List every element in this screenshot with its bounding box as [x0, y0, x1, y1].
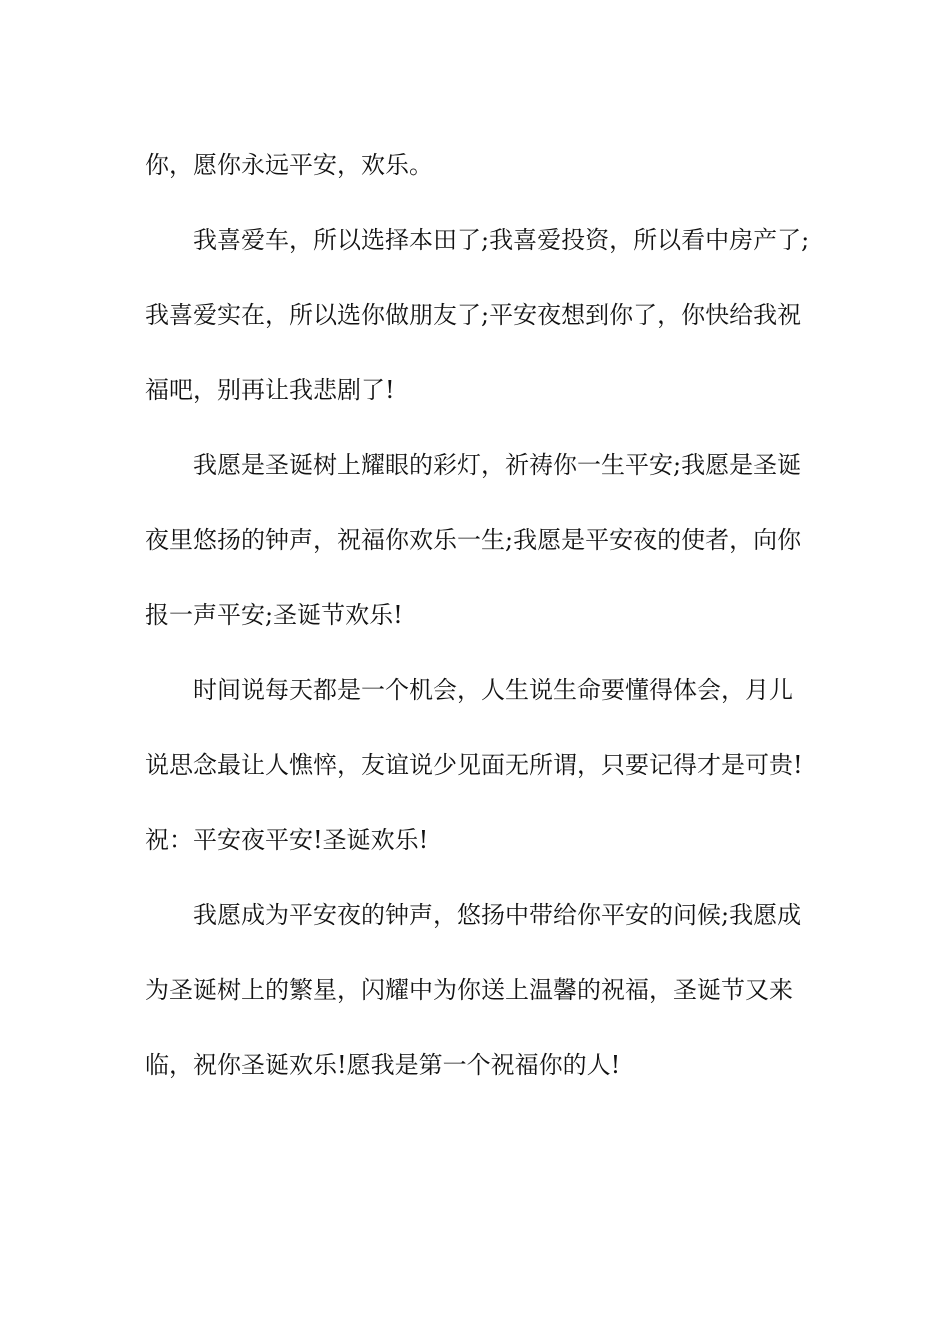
text-line: 临，祝你圣诞欢乐!愿我是第一个祝福你的人! [145, 1051, 621, 1079]
text-line: 为圣诞树上的繁星，闪耀中为你送上温馨的祝福，圣诞节又来 [145, 976, 793, 1004]
text-line: 我愿是圣诞树上耀眼的彩灯，祈祷你一生平安;我愿是圣诞 [193, 451, 802, 479]
paragraph-2 [145, 203, 810, 428]
text-line: 说思念最让人憔悴，友谊说少见面无所谓，只要记得才是可贵! [145, 751, 803, 779]
paragraph-4 [145, 653, 810, 878]
text-line: 福吧，别再让我悲剧了! [145, 376, 395, 404]
text-line: 你，愿你永远平安，欢乐。 [145, 151, 433, 179]
text-line: 我喜爱车，所以选择本田了;我喜爱投资，所以看中房产了; [193, 226, 810, 254]
text-line: 我喜爱实在，所以选你做朋友了;平安夜想到你了，你快给我祝 [145, 301, 802, 329]
document-body [145, 128, 810, 1103]
text-line: 时间说每天都是一个机会，人生说生命要懂得体会，月儿 [193, 676, 793, 704]
text-line: 夜里悠扬的钟声，祝福你欢乐一生;我愿是平安夜的使者，向你 [145, 526, 802, 554]
text-line: 祝：平安夜平安!圣诞欢乐! [145, 826, 429, 854]
paragraph-5 [145, 878, 810, 1103]
text-line: 我愿成为平安夜的钟声，悠扬中带给你平安的问候;我愿成 [193, 901, 802, 929]
paragraph-3 [145, 428, 810, 653]
paragraph-1 [145, 128, 810, 203]
text-line: 报一声平安;圣诞节欢乐! [145, 601, 403, 629]
